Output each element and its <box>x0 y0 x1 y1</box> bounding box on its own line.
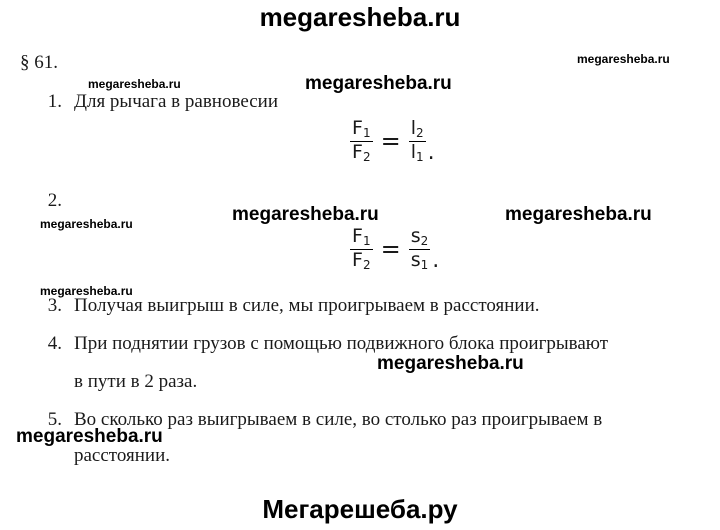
var-s: s <box>410 225 421 247</box>
period: . <box>432 247 440 273</box>
item-number: 3. <box>47 295 62 316</box>
fraction-forces <box>350 118 373 165</box>
watermark-small: megaresheba.ru <box>40 284 133 298</box>
subscript: 2 <box>362 257 371 272</box>
item-number: 4. <box>47 333 62 354</box>
fraction-forces <box>350 226 373 273</box>
var-f: F <box>352 248 363 271</box>
watermark-bottom: Мегарешеба.ру <box>262 494 458 524</box>
subscript: 1 <box>420 257 429 272</box>
var-l: l <box>410 117 416 139</box>
item-text-line: При поднятии грузов с помощью подвижного блока проигрывают <box>74 333 609 354</box>
var-f: F <box>352 140 363 163</box>
subscript: 1 <box>415 149 424 164</box>
watermark-large: megaresheba.ru <box>232 204 379 225</box>
subscript: 2 <box>420 234 429 248</box>
item-text: Получая выигрыш в силе, мы проигрываем в расстоянии. <box>74 295 540 316</box>
formula-lever-equilibrium <box>350 118 435 165</box>
subscript: 1 <box>362 126 371 140</box>
subscript: 2 <box>362 149 371 164</box>
equals-sign: = <box>380 235 401 264</box>
item-number: 2. <box>47 190 62 211</box>
item-number: 5. <box>47 409 62 430</box>
watermark-small: megaresheba.ru <box>88 77 181 91</box>
var-f: F <box>352 225 363 247</box>
watermark-top: megaresheba.ru <box>259 2 461 32</box>
watermark-large: megaresheba.ru <box>505 204 652 225</box>
watermark-large: megaresheba.ru <box>377 353 524 374</box>
watermark-large: megaresheba.ru <box>305 73 452 94</box>
section-heading: § 61. <box>20 52 58 73</box>
watermark-large: megaresheba.ru <box>16 426 163 447</box>
item-text-line: Во сколько раз выигрываем в силе, во столько раз проигрываем в <box>74 409 603 430</box>
item-text-line: расстоянии. <box>74 445 170 466</box>
watermark-small: megaresheba.ru <box>577 52 670 66</box>
item-text-line: в пути в 2 раза. <box>74 371 198 392</box>
var-s: s <box>410 248 421 271</box>
item-text: Для рычага в равновесии <box>74 91 278 112</box>
var-f: F <box>352 117 363 139</box>
fraction-arms <box>409 118 426 165</box>
formula-pulley <box>350 226 439 273</box>
var-l: l <box>410 140 416 163</box>
period: . <box>427 139 435 165</box>
subscript: 1 <box>362 234 371 248</box>
fraction-distances <box>409 226 431 273</box>
item-number: 1. <box>47 91 62 112</box>
watermark-small: megaresheba.ru <box>40 217 133 231</box>
subscript: 2 <box>415 126 424 140</box>
equals-sign: = <box>380 127 401 156</box>
